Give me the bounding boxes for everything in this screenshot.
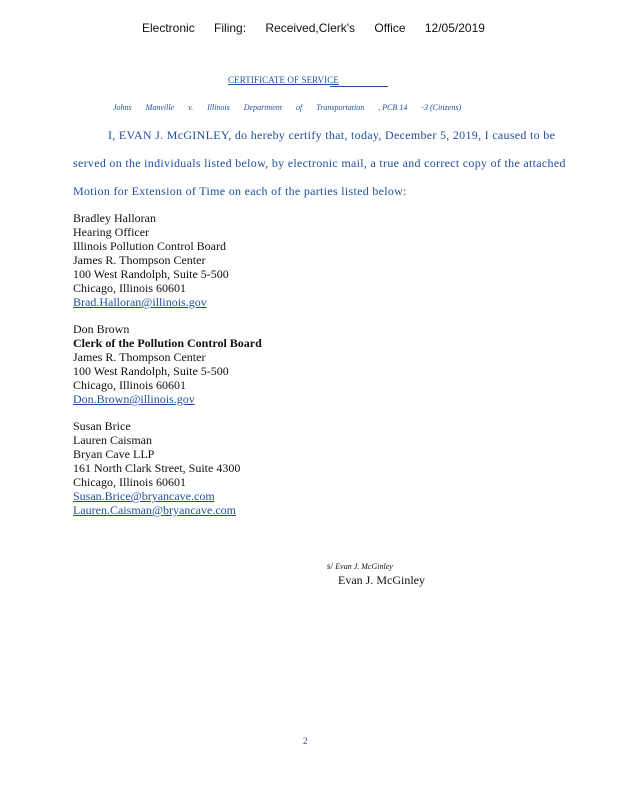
recipient-name: Don Brown <box>73 322 130 336</box>
document-title: CERTIFICATE OF SERVICE <box>228 75 339 85</box>
filing-header <box>142 21 501 35</box>
email-link[interactable]: Don.Brown@illinois.gov <box>73 392 195 406</box>
caption-part: Illinois <box>207 103 230 112</box>
recipient-line: Hearing Officer <box>73 225 150 239</box>
recipient-line: Clerk of the Pollution Control Board <box>73 336 262 350</box>
caption-part: v. <box>188 103 194 112</box>
certification-line-1: I, EVAN J. McGINLEY, do hereby certify that, today, December 5, 2019, I caused to be <box>108 128 556 142</box>
signature-italic: Evan J. McGinley <box>335 562 393 571</box>
header-part: Filing: <box>214 21 247 35</box>
recipient-name: Susan Brice <box>73 419 131 433</box>
header-part: Electronic <box>142 21 195 35</box>
certification-line-2: served on the individuals listed below, by electronic mail, a true and correct copy of the attached <box>73 156 566 170</box>
recipient-line: James R. Thompson Center <box>73 253 206 267</box>
recipient-block <box>73 211 229 309</box>
email-link[interactable]: Brad.Halloran@illinois.gov <box>73 295 207 309</box>
recipient-line: 100 West Randolph, Suite 5-500 <box>73 267 229 281</box>
caption-part: -3 (Citizens) <box>421 103 462 112</box>
recipient-line: Chicago, Illinois 60601 <box>73 378 186 392</box>
recipient-line: Chicago, Illinois 60601 <box>73 281 186 295</box>
email-link[interactable]: Lauren.Caisman@bryancave.com <box>73 503 236 517</box>
recipient-line: 161 North Clark Street, Suite 4300 <box>73 461 241 475</box>
caption-part: , PCB 14 <box>378 103 408 112</box>
recipient-name: Lauren Caisman <box>73 433 152 447</box>
recipient-block <box>73 419 240 517</box>
header-part: Office <box>374 21 406 35</box>
certification-line-3: Motion for Extension of Time on each of the parties listed below: <box>73 184 407 198</box>
recipient-block <box>73 322 262 406</box>
page-number: 2 <box>303 736 308 746</box>
caption-part: Johns <box>113 103 132 112</box>
caption-part: Manville <box>145 103 175 112</box>
email-link[interactable]: Susan.Brice@bryancave.com <box>73 489 215 503</box>
recipient-line: Illinois Pollution Control Board <box>73 239 227 253</box>
recipient-line: James R. Thompson Center <box>73 350 206 364</box>
case-caption <box>113 103 473 112</box>
header-part: Received,Clerk's <box>265 21 356 35</box>
electronic-signature <box>327 561 393 571</box>
caption-part: of <box>295 103 303 112</box>
recipient-line: Chicago, Illinois 60601 <box>73 475 186 489</box>
signature-prefix: s/ <box>327 561 334 571</box>
title-underline <box>330 86 388 87</box>
signer-name: Evan J. McGinley <box>338 573 425 587</box>
recipient-name: Bradley Halloran <box>73 211 156 225</box>
recipient-line: Bryan Cave LLP <box>73 447 155 461</box>
caption-part: Department <box>243 103 282 112</box>
caption-part: Transportation <box>316 103 365 112</box>
recipient-line: 100 West Randolph, Suite 5-500 <box>73 364 229 378</box>
header-part: 12/05/2019 <box>424 21 485 35</box>
